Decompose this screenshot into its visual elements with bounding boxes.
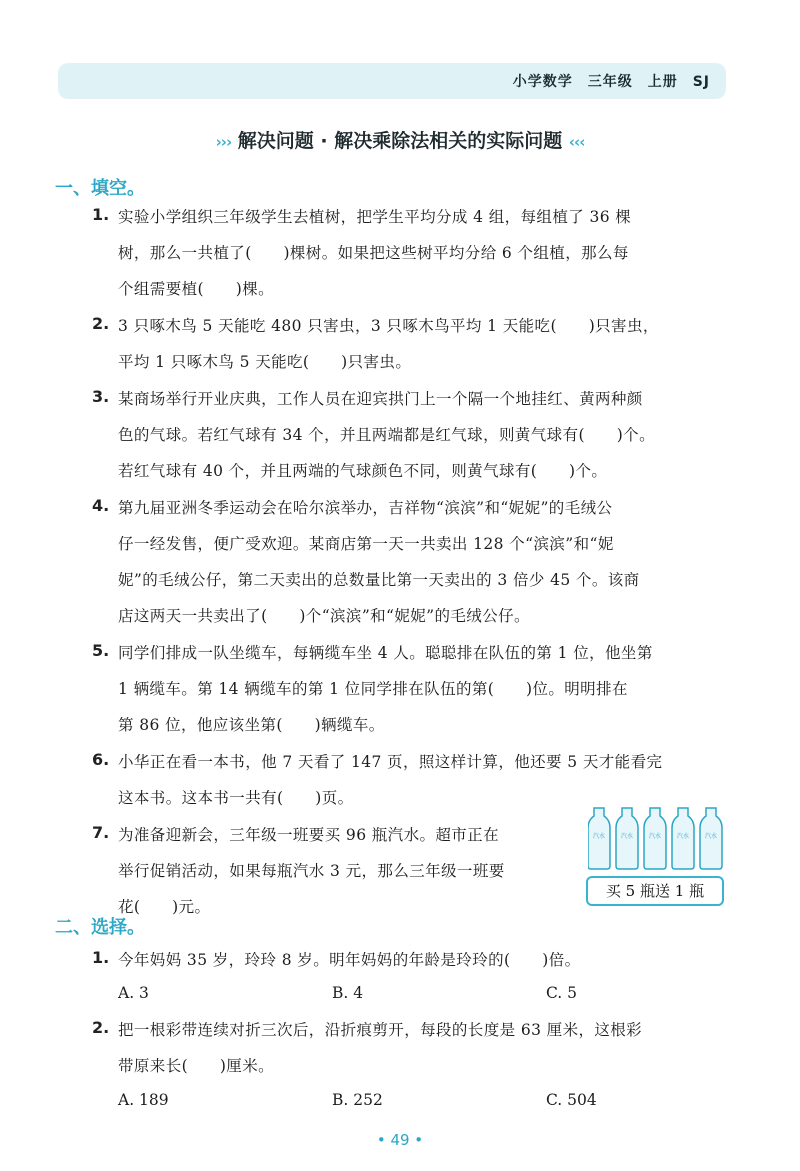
option-c: C. 504 <box>546 1091 597 1109</box>
page-title-text: 解决问题 · 解决乘除法相关的实际问题 <box>237 130 563 152</box>
question-line: 带原来长( )厘米。 <box>118 1057 274 1075</box>
question-line: 树，那么一共植了( )棵树。如果把这些树平均分给 6 个组植，那么每 <box>118 244 629 262</box>
bottle-label: 汽水 <box>676 833 690 840</box>
question-line: 第九届亚洲冬季运动会在哈尔滨举办，吉祥物“滨滨”和“妮妮”的毛绒公 <box>118 499 613 517</box>
left-arrows-icon: ››› <box>215 133 232 151</box>
option-c: C. 5 <box>546 984 578 1002</box>
question-line: 某商场举行开业庆典，工作人员在迎宾拱门上一个隔一个地挂红、黄两种颜 <box>118 390 643 408</box>
question-line: 同学们排成一队坐缆车，每辆缆车坐 4 人。聪聪排在队伍的第 1 位，他坐第 <box>118 644 653 662</box>
book-label: 小学数学 三年级 上册 SJ <box>512 74 710 90</box>
question-line: 这本书。这本书一共有( )页。 <box>118 789 354 807</box>
option-a: A. 189 <box>118 1091 169 1109</box>
bottle-label: 汽水 <box>704 833 718 840</box>
question-line: 色的气球。若红气球有 34 个，并且两端都是红气球，则黄气球有( )个。 <box>118 426 655 444</box>
question-line: 3 只啄木鸟 5 天能吃 480 只害虫，3 只啄木鸟平均 1 天能吃( )只害虫， <box>118 317 659 335</box>
promo-tag: 买 5 瓶送 1 瓶 <box>586 876 724 906</box>
question-line: 今年妈妈 35 岁，玲玲 8 岁。明年妈妈的年龄是玲玲的( )倍。 <box>118 951 581 969</box>
header-bar <box>58 63 726 99</box>
page-number: • 49 • <box>376 1131 424 1149</box>
question-line: 妮”的毛绒公仔，第二天卖出的总数量比第一天卖出的 3 倍少 45 个。该商 <box>118 571 640 589</box>
bottle-label: 汽水 <box>592 833 606 840</box>
question-line: 1 辆缆车。第 14 辆缆车的第 1 位同学排在队伍的第( )位。明明排在 <box>118 680 628 698</box>
question-line: 若红气球有 40 个，并且两端的气球颜色不同，则黄气球有( )个。 <box>118 462 608 480</box>
question-line: 花( )元。 <box>118 898 211 916</box>
question-number: 2. <box>92 1018 110 1037</box>
question-line: 个组需要植( )棵。 <box>118 280 274 298</box>
section-heading-choice: 二、选择。 <box>55 917 145 938</box>
question-number: 1. <box>92 205 110 224</box>
question-line: 第 86 位，他应该坐第( )辆缆车。 <box>118 716 385 734</box>
question-line: 为准备迎新会，三年级一班要买 96 瓶汽水。超市正在 <box>118 826 499 844</box>
question-line: 实验小学组织三年级学生去植树，把学生平均分成 4 组，每组植了 36 棵 <box>118 208 632 226</box>
section-heading-fill: 一、填空。 <box>55 178 145 199</box>
question-number: 4. <box>92 496 110 515</box>
question-line: 店这两天一共卖出了( )个“滨滨”和“妮妮”的毛绒公仔。 <box>118 607 530 625</box>
question-line: 平均 1 只啄木鸟 5 天能吃( )只害虫。 <box>118 353 412 371</box>
question-number: 3. <box>92 387 110 406</box>
option-a: A. 3 <box>118 984 149 1002</box>
question-number: 1. <box>92 948 110 967</box>
question-number: 2. <box>92 314 110 333</box>
question-number: 6. <box>92 750 110 769</box>
question-line: 把一根彩带连续对折三次后，沿折痕剪开，每段的长度是 63 厘米，这根彩 <box>118 1021 643 1039</box>
bottle-label: 汽水 <box>648 833 662 840</box>
question-line: 小华正在看一本书，他 7 天看了 147 页，照这样计算，他还要 5 天才能看完 <box>118 753 663 771</box>
option-b: B. 4 <box>332 984 364 1002</box>
question-number: 5. <box>92 641 110 660</box>
right-arrows-icon: ‹‹‹ <box>568 133 585 151</box>
option-b: B. 252 <box>332 1091 383 1109</box>
bottle-label: 汽水 <box>620 833 634 840</box>
question-line: 仔一经发售，便广受欢迎。某商店第一天一共卖出 128 个“滨滨”和“妮 <box>118 535 614 553</box>
question-number: 7. <box>92 823 110 842</box>
page-title <box>0 126 800 153</box>
question-line: 举行促销活动，如果每瓶汽水 3 元，那么三年级一班要 <box>118 862 505 880</box>
soda-bottles-illustration <box>588 806 726 870</box>
